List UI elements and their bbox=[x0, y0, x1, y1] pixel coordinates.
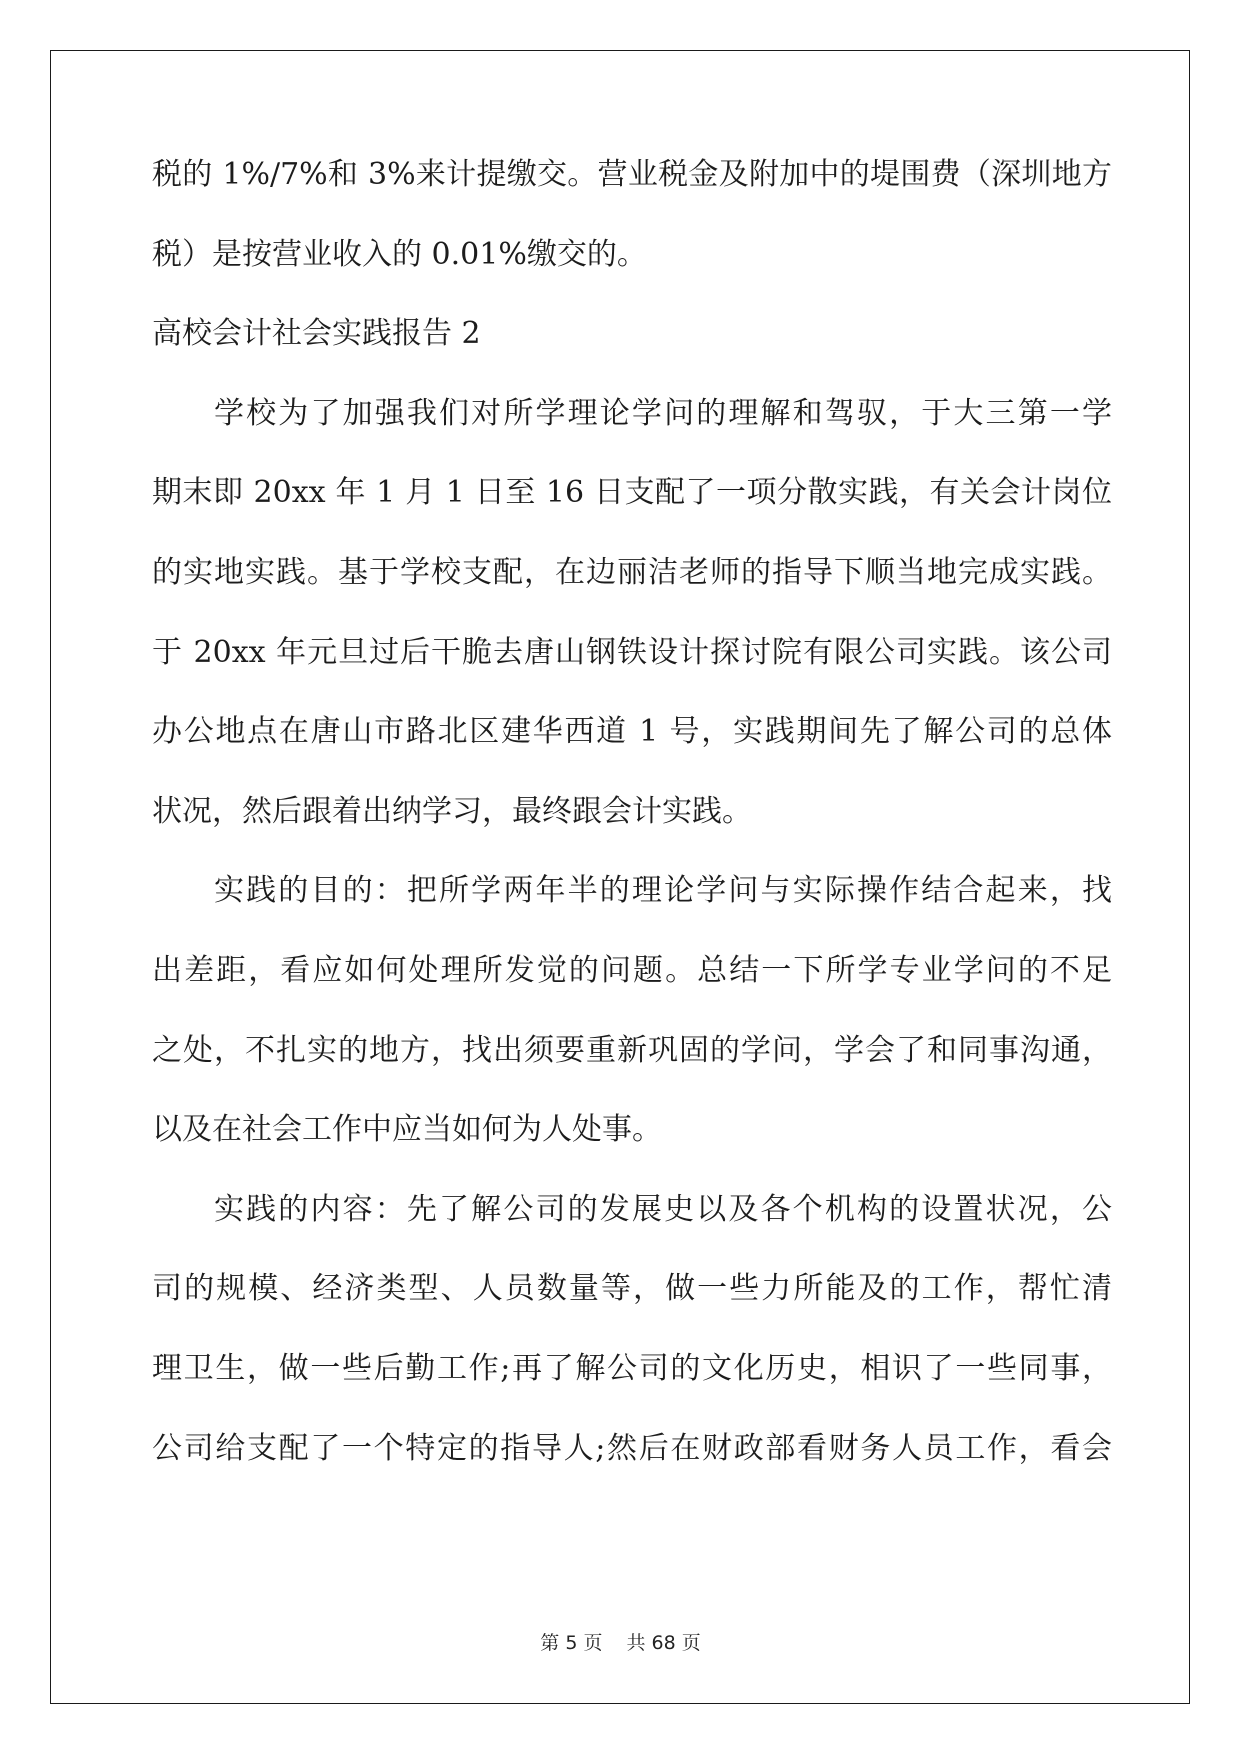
section-heading: 高校会计社会实践报告 2 bbox=[152, 316, 481, 352]
page-number: 第 5 页 bbox=[540, 1632, 603, 1654]
text-line: 之处，不扎实的地方，找出须要重新巩固的学问，学会了和同事沟通， bbox=[152, 1032, 1112, 1068]
text-line: 状况，然后跟着出纳学习，最终跟会计实践。 bbox=[152, 793, 752, 829]
text-line: 实践的目的：把所学两年半的理论学问与实际操作结合起来，找 bbox=[214, 873, 1112, 909]
text-line: 于 20xx 年元旦过后干脆去唐山钢铁设计探讨院有限公司实践。该公司 bbox=[152, 634, 1112, 670]
text-line: 司的规模、经济类型、人员数量等，做一些力所能及的工作，帮忙清 bbox=[152, 1271, 1112, 1307]
page-footer bbox=[0, 1628, 1241, 1655]
text-line: 期末即 20xx 年 1 月 1 日至 16 日支配了一项分散实践，有关会计岗位 bbox=[152, 475, 1112, 511]
text-line: 税的 1%/7%和 3%来计提缴交。营业税金及附加中的堤围费（深圳地方 bbox=[152, 157, 1112, 192]
text-line: 出差距，看应如何处理所发觉的问题。总结一下所学专业学问的不足 bbox=[152, 952, 1112, 988]
text-line: 的实地实践。基于学校支配，在边丽洁老师的指导下顺当地完成实践。 bbox=[152, 554, 1112, 590]
text-line: 以及在社会工作中应当如何为人处事。 bbox=[152, 1112, 662, 1148]
document-body bbox=[152, 157, 1112, 1513]
page-total: 共 68 页 bbox=[626, 1632, 701, 1654]
text-line: 公司给支配了一个特定的指导人;然后在财政部看财务人员工作，看会 bbox=[152, 1430, 1112, 1466]
text-line: 学校为了加强我们对所学理论学问的理解和驾驭，于大三第一学 bbox=[214, 395, 1112, 431]
text-line: 办公地点在唐山市路北区建华西道 1 号，实践期间先了解公司的总体 bbox=[152, 714, 1112, 750]
text-line: 理卫生，做一些后勤工作;再了解公司的文化历史，相识了一些同事， bbox=[152, 1350, 1112, 1386]
text-line: 税）是按营业收入的 0.01%缴交的。 bbox=[152, 236, 647, 272]
text-line: 实践的内容：先了解公司的发展史以及各个机构的设置状况，公 bbox=[214, 1191, 1112, 1227]
